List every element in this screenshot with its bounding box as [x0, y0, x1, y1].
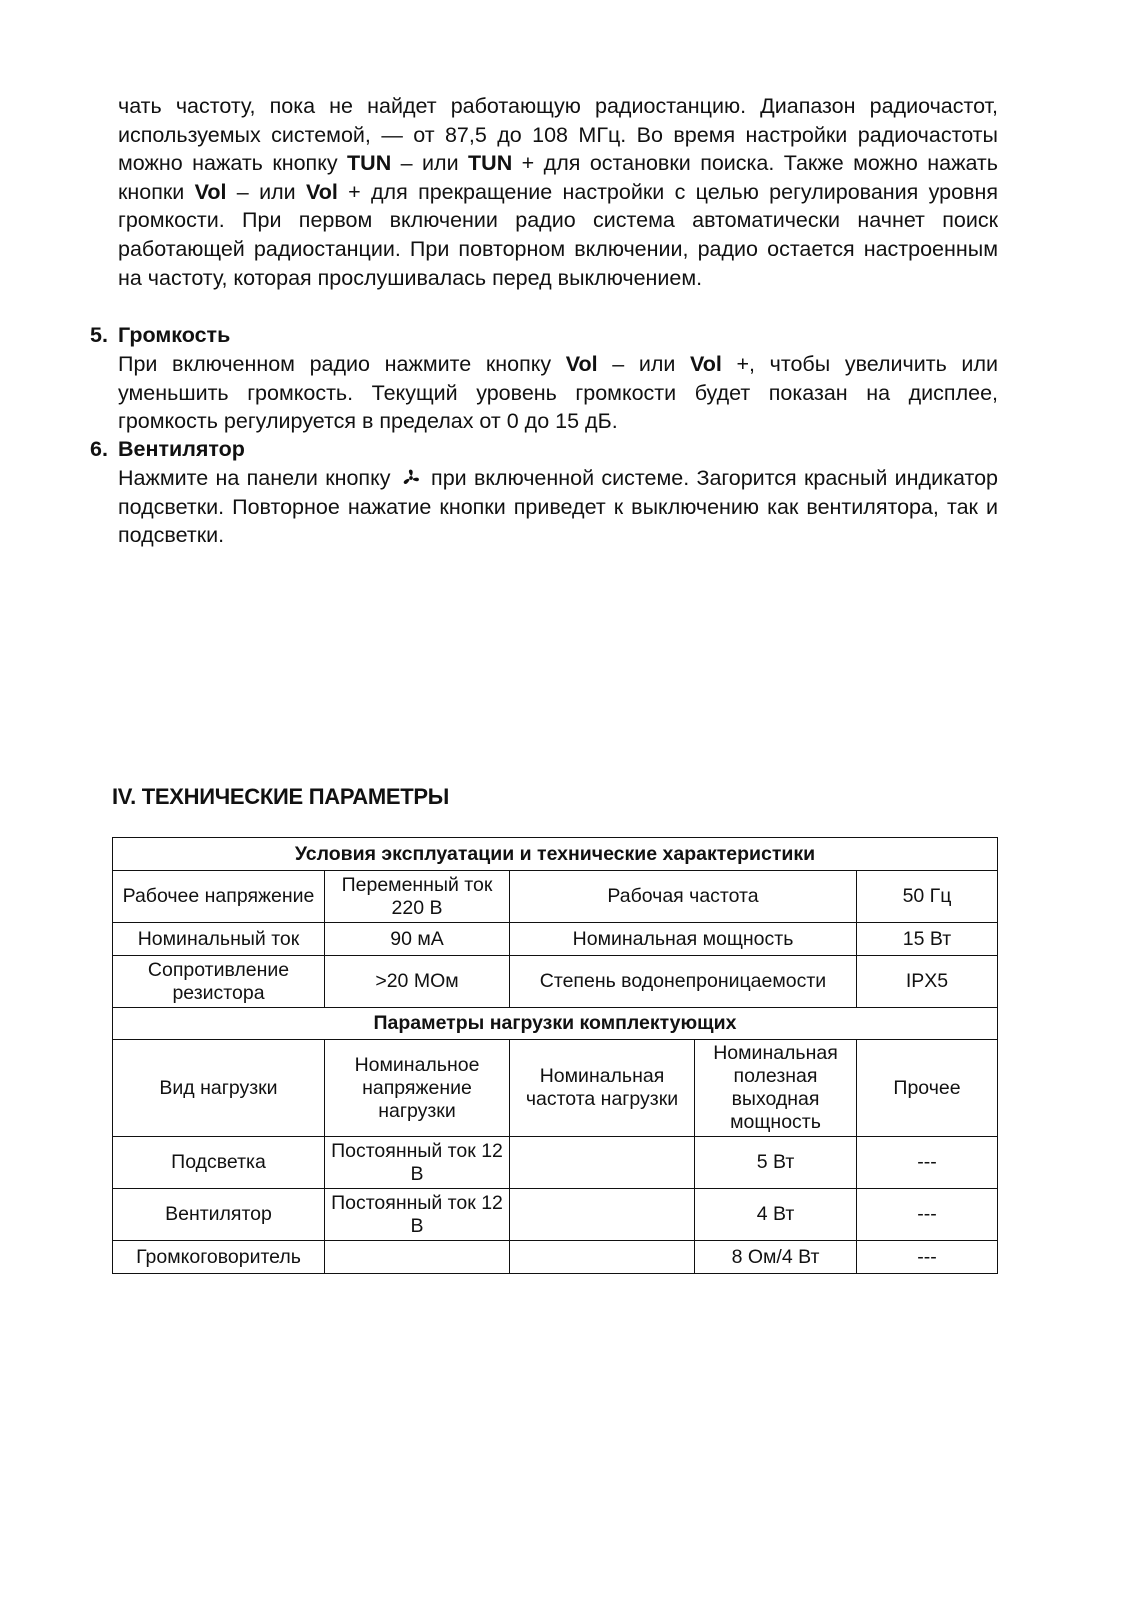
table-cell: 90 мА [325, 923, 510, 956]
table-cell: Громкоговоритель [113, 1241, 325, 1274]
text-run: – или [391, 151, 469, 176]
column-header: Прочее [857, 1040, 998, 1137]
table-cell [510, 1137, 695, 1189]
table-cell [325, 1241, 510, 1274]
table-cell: Постоянный ток 12 В [325, 1137, 510, 1189]
tun-button-label: TUN [468, 151, 513, 176]
table-cell: Вентилятор [113, 1189, 325, 1241]
vol-button-label: Vol [690, 352, 722, 376]
vol-button-label: Vol [565, 352, 598, 376]
table-header-row [113, 838, 998, 871]
tech-params-table [112, 837, 998, 1274]
text-run: + для остановки поиска. Также можно нажать кнопки [118, 151, 998, 204]
text-run: чать частоту, пока не найдет работающую радиостанцию. Диапазон радиочастот, используемых системой, — от 87,5 до 108 МГц. Во время настройки радиочастоты можно нажать кнопку [118, 94, 998, 176]
table-cell [510, 1189, 695, 1241]
section-number: 5. [90, 323, 108, 347]
vol-button-label: Vol [305, 179, 338, 204]
table-cell: --- [857, 1189, 998, 1241]
table-header-load-params: Параметры нагрузки комплектующих [113, 1008, 998, 1040]
table-cell: Переменный ток 220 В [325, 871, 510, 923]
section-title: Громкость [118, 323, 231, 347]
section-5-body [118, 350, 998, 436]
table-cell: Постоянный ток 12 В [325, 1189, 510, 1241]
table-row [113, 1241, 998, 1274]
table-cell: --- [857, 1137, 998, 1189]
table-cell: >20 МОм [325, 956, 510, 1008]
text-run: при включенной системе. Загорится красный индикатор подсветки. Повторное нажатие кнопки приведет к выключению как вентилятора, так и подсветки. [118, 466, 998, 548]
table-cell: Рабочая частота [510, 871, 857, 923]
table-cell: 5 Вт [695, 1137, 857, 1189]
table-column-headers [113, 1040, 998, 1137]
vol-button-label: Vol [194, 179, 227, 204]
text-run: – или [226, 179, 306, 204]
table-row [113, 871, 998, 923]
section-number: 6. [90, 437, 108, 461]
fan-icon [400, 468, 422, 488]
table-cell: Степень водонепроницаемости [510, 956, 857, 1008]
table-cell: 4 Вт [695, 1189, 857, 1241]
table-cell: --- [857, 1241, 998, 1274]
section-title: Вентилятор [118, 437, 245, 461]
section-6-heading [90, 435, 245, 464]
text-run: При включенном радио нажмите кнопку [118, 352, 566, 376]
table-cell: 50 Гц [857, 871, 998, 923]
column-header: Номинальная полезная выходная мощность [695, 1040, 857, 1137]
table-row [113, 1137, 998, 1189]
column-header: Номинальное напряжение нагрузки [325, 1040, 510, 1137]
table-row [113, 956, 998, 1008]
tech-params-title: IV. ТЕХНИЧЕСКИЕ ПАРАМЕТРЫ [112, 784, 450, 809]
table-cell: Сопротивление резистора [113, 956, 325, 1008]
table-cell: Номинальный ток [113, 923, 325, 956]
section-6-body [118, 464, 998, 550]
column-header: Вид нагрузки [113, 1040, 325, 1137]
table-cell: 8 Ом/4 Вт [695, 1241, 857, 1274]
table-cell: Подсветка [113, 1137, 325, 1189]
text-run: – или [597, 352, 691, 376]
column-header: Номинальная частота нагрузки [510, 1040, 695, 1137]
table-cell: Рабочее напряжение [113, 871, 325, 923]
table-cell: IPX5 [857, 956, 998, 1008]
table-cell: 15 Вт [857, 923, 998, 956]
table-header-row [113, 1008, 998, 1040]
radio-tuning-paragraph [118, 92, 998, 292]
table-cell [510, 1241, 695, 1274]
table-header-operating-conditions: Условия эксплуатации и технические характеристики [113, 838, 998, 871]
table-cell: Номинальная мощность [510, 923, 857, 956]
text-run: +, чтобы увеличить или уменьшить громкость. Текущий уровень громкости будет показан на дисплее, громкость регулируется в пределах от 0 до 15 дБ. [118, 352, 998, 434]
section-5-heading [90, 321, 230, 350]
text-run: + для прекращение настройки с целью регулирования уровня громкости. При первом включении радио система автоматически начнет поиск работающей радиостанции. При повторном включении, радио остается настроенным на частоту, которая прослушивалась перед выключением. [118, 179, 998, 290]
tun-button-label: TUN [347, 151, 392, 176]
table-row [113, 923, 998, 956]
text-run: Нажмите на панели кнопку [118, 466, 398, 490]
table-row [113, 1189, 998, 1241]
